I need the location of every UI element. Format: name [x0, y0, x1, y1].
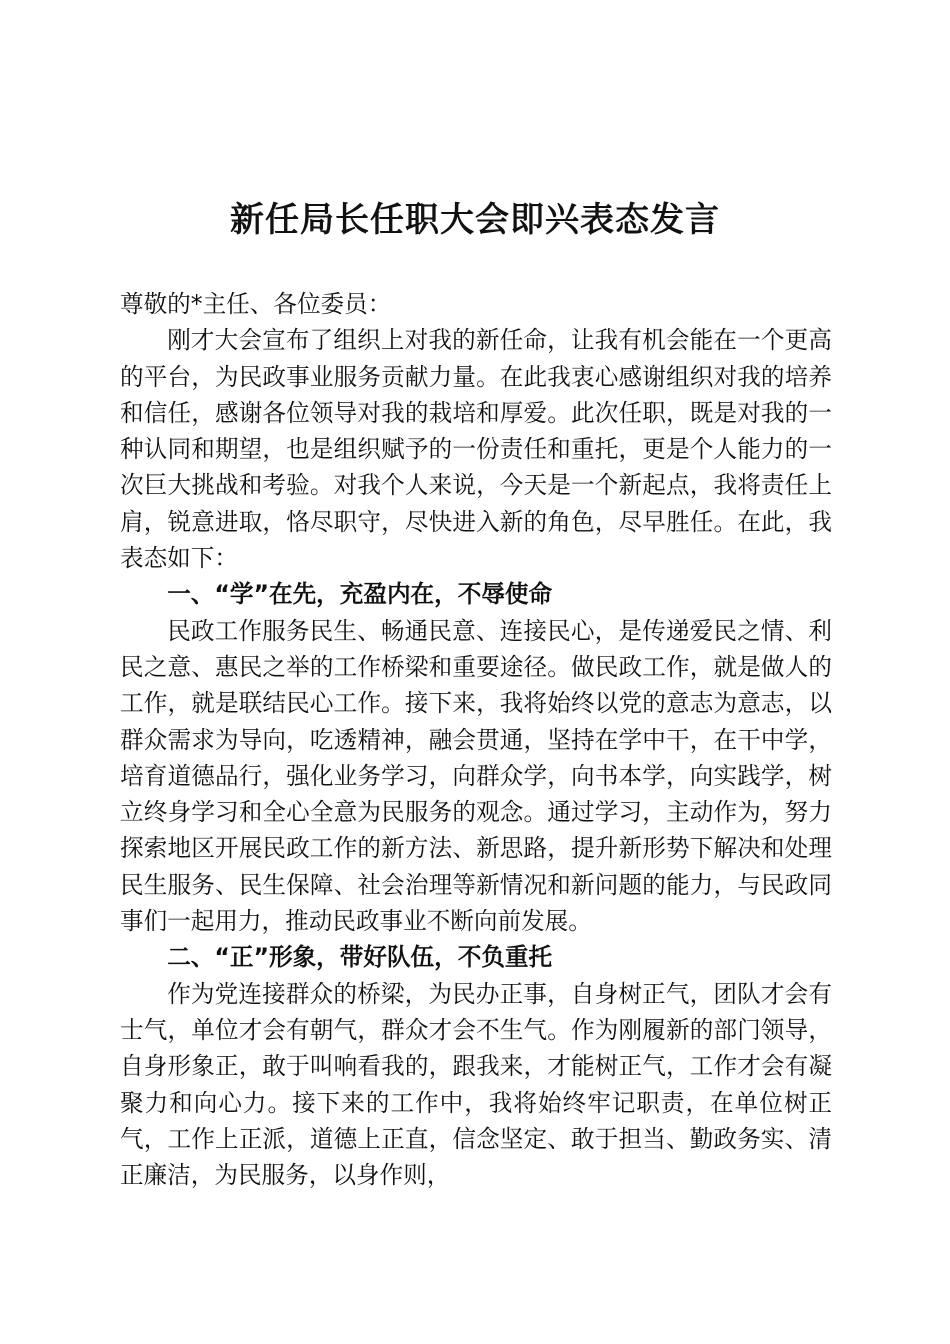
- section-heading-2: 二、“正”形象，带好队伍，不负重托: [167, 943, 553, 972]
- paragraph-section-2: 作为党连接群众的桥梁，为民办正事，自身树正气，团队才会有士气，单位才会有朝气，群众才会不生气。作为刚履新的部门领导，自身形象正，敢于叫响看我的，跟我来，才能树正气，工作才会有凝聚力和向心力。接下来的工作中，我将始终牢记职责，在单位树正气，工作上正派，道德上正直，信念坚定、敢于担当、勤政务实、清正廉洁，为民服务，以身作则，: [120, 979, 832, 1190]
- document-title: 新任局长任职大会即兴表态发言: [230, 200, 720, 240]
- salutation: 尊敬的*主任、各位委员：: [120, 290, 392, 318]
- paragraph-opening: 刚才大会宣布了组织上对我的新任命，让我有机会能在一个更高的平台，为民政事业服务贡献力量。在此我衷心感谢组织对我的培养和信任，感谢各位领导对我的栽培和厚爱。此次任职，既是对我的一种认同和期望，也是组织赋予的一份责任和重托，更是个人能力的一次巨大挑战和考验。对我个人来说，今天是一个新起点，我将责任上肩，锐意进取，恪尽职守，尽快进入新的角色，尽早胜任。在此，我表态如下：: [120, 326, 832, 573]
- document-body: [120, 286, 832, 1193]
- paragraph-section-1: 民政工作服务民生、畅通民意、连接民心，是传递爱民之情、利民之意、惠民之举的工作桥梁和重要途径。做民政工作，就是做人的工作，就是联结民心工作。接下来，我将始终以党的意志为意志，以群众需求为导向，吃透精神，融会贯通，坚持在学中干，在干中学，培育道德品行，强化业务学习，向群众学，向书本学，向实践学，树立终身学习和全心全意为民服务的观念。通过学习，主动作为，努力探索地区开展民政工作的新方法、新思路，提升新形势下解决和处理民生服务、民生保障、社会治理等新情况和新问题的能力，与民政同事们一起用力，推动民政事业不断向前发展。: [120, 616, 832, 936]
- section-heading-1: 一、“学”在先，充盈内在，不辱使命: [167, 580, 553, 609]
